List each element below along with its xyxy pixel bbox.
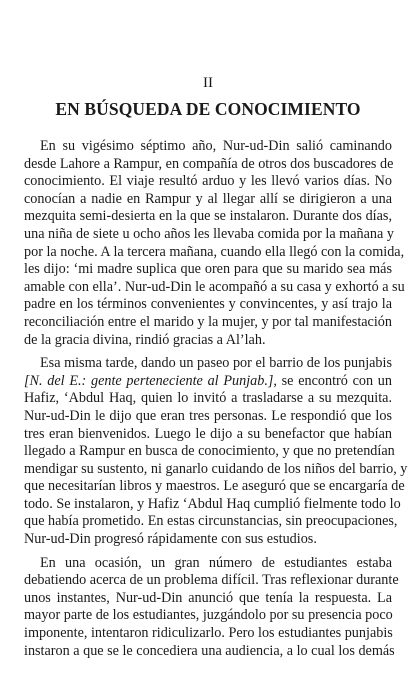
text-line: padre en los términos convenientes y convincentes, y así trajo la: [24, 296, 392, 313]
text-line: En su vigésimo séptimo año, Nur-ud-Din salió caminando: [40, 138, 392, 154]
text-line: por la noche. A la tercera mañana, cuando ella llegó con la comida,: [24, 243, 405, 260]
text-line: imponente, intentaron ridiculizarlo. Pero los estudiantes punjabis: [24, 625, 393, 642]
text-line: conocían a nadie en Rampur y al llegar allí se dirigieron a una: [24, 190, 392, 207]
text-line: debatiendo acerca de un problema difícil. Tras reflexionar durante: [24, 572, 399, 589]
paragraph-3: [24, 554, 399, 661]
paragraph-2: [24, 355, 408, 549]
paragraph-1: [24, 138, 405, 349]
text-line: Esa misma tarde, dando un paseo por el barrio de los punjabis: [40, 355, 392, 372]
body-text: [24, 138, 408, 666]
text-line: instaron a que se le concediera una audiencia, a lo cual los demás: [24, 642, 395, 659]
text-line: Nur-ud-Din progresó rápidamente con sus estudios.: [24, 531, 317, 548]
chapter-title: EN BÚSQUEDA DE CONOCIMIENTO: [55, 99, 361, 119]
text-line: Nur-ud-Din le dijo que eran tres personas. Le respondió que los: [24, 407, 392, 424]
text-fragment: , se encontró con un: [273, 372, 392, 389]
text-line: les dijo: ‘mi madre suplica que oren para que su marido sea más: [24, 261, 392, 278]
text-line: mendigar su sustento, ni ganarlo cuidando de los niños del barrio, y: [24, 460, 408, 477]
book-page: [24, 0, 408, 686]
text-line: una niña de siete u ocho años les llevaba comida por la mañana y: [24, 225, 394, 242]
text-line: unos instantes, Nur-ud-Din anunció que tenía la respuesta. La: [24, 589, 392, 606]
editor-note: [N. del E.: gente perteneciente al Punjab.]: [24, 372, 274, 389]
text-line: conocimiento. El viaje resultó arduo y les llevó varios días. No: [24, 173, 392, 190]
text-line: mayor parte de los estudiantes, juzgándolo por su presencia poco: [24, 607, 393, 624]
text-line: tres eran bienvenidos. Luego le dijo a su benefactor que habían: [24, 425, 392, 442]
text-line: que había prometido. En estas circunstancias, sin preocupaciones,: [24, 513, 398, 530]
text-line: todo. Se instalaron, y Hafiz ‘Abdul Haq cumplió fielmente todo lo: [24, 495, 401, 512]
text-line: de la gracia divina, rindió gracias a Al’lah.: [24, 331, 266, 348]
text-line: llegado a Rampur en busca de conocimiento, y que no pretendían: [24, 443, 395, 460]
chapter-number: II: [203, 75, 213, 91]
text-line: mezquita semi-desierta en la que se instalaron. Durante dos días,: [24, 208, 392, 225]
text-line: reconciliación entre el marido y la mujer, y por tal manifestación: [24, 313, 392, 330]
text-line: amable con ella’. Nur-ud-Din le acompañó a su casa y exhortó a su: [24, 278, 405, 295]
text-line: Hafiz, ‘Abdul Haq, quien lo invitó a trasladarse a su mezquita.: [24, 390, 392, 407]
text-line: En una ocasión, un gran número de estudiantes estaba: [40, 554, 392, 571]
text-line: desde Lahore a Rampur, en compañía de otros dos buscadores de: [24, 155, 394, 172]
text-line-mixed: [24, 373, 392, 391]
text-line: que necesitarían libros y maestros. Le aseguró que se encargaría de: [24, 478, 405, 495]
